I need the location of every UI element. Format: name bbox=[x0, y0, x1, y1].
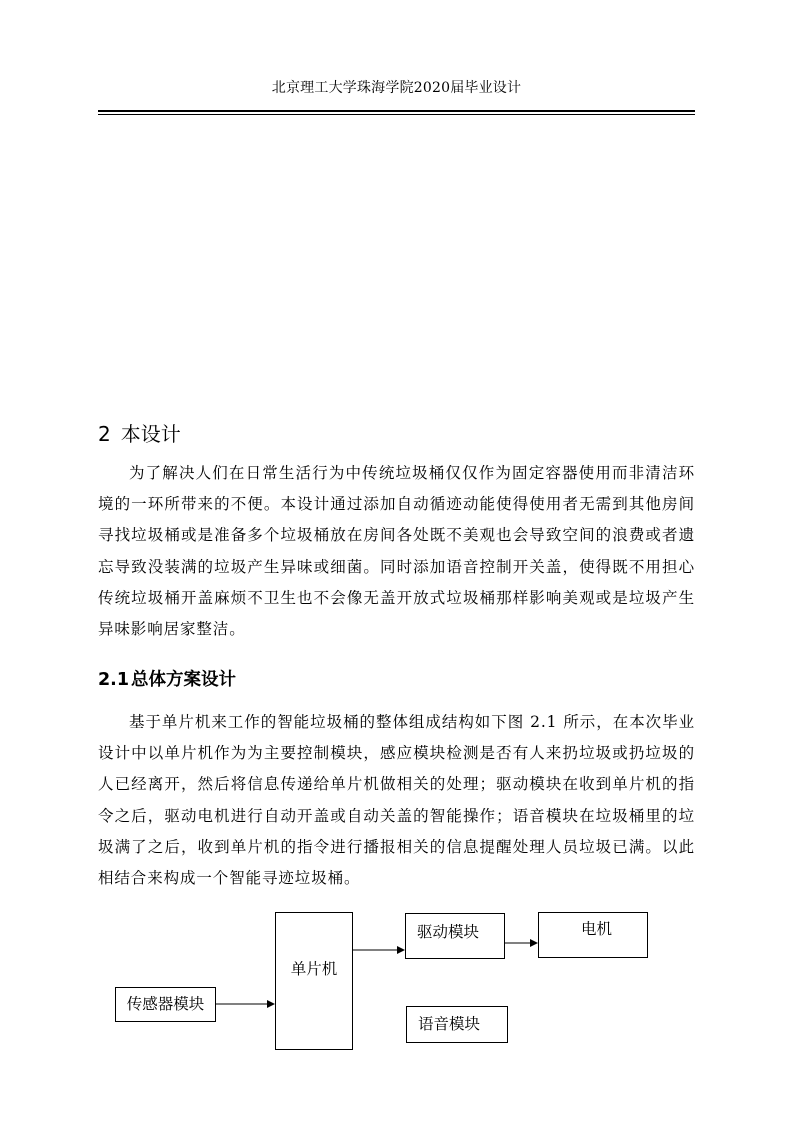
voice-module-box bbox=[406, 1006, 508, 1043]
section-heading bbox=[98, 420, 181, 448]
voice-module-label: 语音模块 bbox=[418, 1015, 481, 1033]
driver-module-label: 驱动模块 bbox=[417, 923, 480, 941]
motor-box bbox=[538, 912, 648, 958]
mcu-box bbox=[275, 912, 353, 1050]
sensor-module-box bbox=[115, 987, 216, 1022]
section-number: 2 bbox=[98, 422, 111, 446]
section-title: 本设计 bbox=[120, 422, 181, 446]
subsection-title: 总体方案设计 bbox=[131, 670, 237, 690]
header-rule-thin bbox=[98, 114, 695, 115]
driver-module-box bbox=[405, 913, 505, 959]
mcu-label: 单片机 bbox=[290, 960, 338, 978]
subsection-number: 2.1 bbox=[98, 670, 130, 690]
header-rule-thick bbox=[98, 110, 695, 112]
subsection-heading bbox=[98, 667, 236, 693]
subsection-paragraph: 基于单片机来工作的智能垃圾桶的整体组成结构如下图 2.1 所示，在本次毕业设计中以单片机作为为主要控制模块，感应模块检测是否有人来扔垃圾或扔垃圾的人已经离开，然后将信息传递给单片机做相关的处理；驱动模块在收到单片机的指令之后，驱动电机进行自动开盖或自动关盖的智能操作；语音模块在垃圾桶里的垃圾满了之后，收到单片机的指令进行播报相关的信息提醒处理人员垃圾已满。以此相结合来构成一个智能寻迹垃圾桶。 bbox=[98, 713, 695, 888]
section-paragraph: 为了解决人们在日常生活行为中传统垃圾桶仅仅作为固定容器使用而非清洁环境的一环所带来的不便。本设计通过添加自动循迹动能使得使用者无需到其他房间寻找垃圾桶或是准备多个垃圾桶放在房间各处既不美观也会导致空间的浪费或者遗忘导致没装满的垃圾产生异味或细菌。同时添加语音控制开关盖，使得既不用担心传统垃圾桶开盖麻烦不卫生也不会像无盖开放式垃圾桶那样影响美观或是垃圾产生异味影响居家整洁。 bbox=[98, 464, 695, 639]
motor-label: 电机 bbox=[581, 920, 613, 938]
sensor-module-label: 传感器模块 bbox=[126, 995, 205, 1013]
page-header: 北京理工大学珠海学院2020届毕业设计 bbox=[271, 80, 522, 96]
